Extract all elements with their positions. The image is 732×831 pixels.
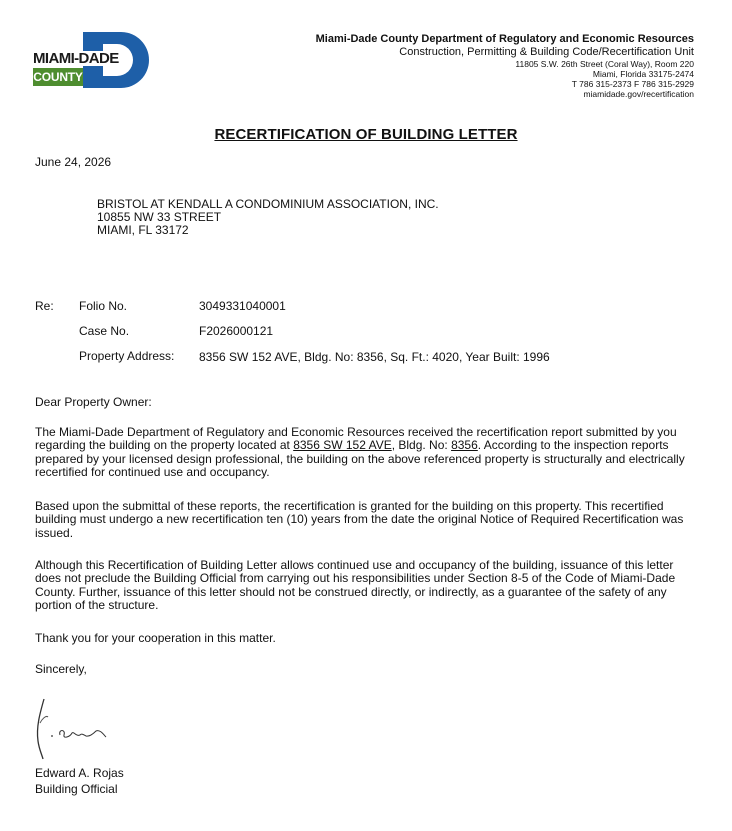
case-value: F2026000121: [199, 324, 274, 338]
miami-dade-logo: [33, 32, 149, 88]
letter-date: June 24, 2026: [35, 155, 112, 169]
folio-value: 3049331040001: [199, 299, 286, 313]
signer-name: Edward A. Rojas: [35, 766, 124, 780]
agency-city: Miami, Florida 33175-2474: [592, 69, 694, 79]
addressee-line-1: BRISTOL AT KENDALL A CONDOMINIUM ASSOCIATION, INC.: [97, 197, 439, 211]
paragraph-1-bldg: 8356: [451, 438, 478, 453]
closing-line: Sincerely,: [35, 662, 87, 676]
re-label: Re:: [35, 299, 54, 313]
agency-name: Miami-Dade County Department of Regulatory and Economic Resources: [315, 33, 694, 45]
agency-unit: Construction, Permitting & Building Code/Recertification Unit: [399, 46, 694, 58]
agency-phone: T 786 315-2373 F 786 315-2929: [571, 79, 694, 89]
property-address-label: Property Address:: [79, 349, 175, 363]
addressee-line-2: 10855 NW 33 STREET: [97, 210, 222, 224]
logo-text-county: COUNTY: [33, 70, 83, 84]
addressee-block: [97, 198, 439, 237]
signature-image: [30, 693, 120, 763]
agency-website: miamidade.gov/recertification: [583, 89, 694, 99]
logo-text-miami-dade: MIAMI-DADE: [33, 50, 119, 67]
paragraph-1: [35, 426, 695, 479]
paragraph-3: Although this Recertification of Building Letter allows continued use and occupancy of the building, issuance of this letter does not preclude the Building Official from carrying out his responsibilities under Section 8-5 of the Code of Miami-Dade County. Further, issuance of this letter should not be construed directly, or indirectly, as a guarantee of the safety of any portion of the structure.: [35, 558, 676, 612]
thank-you-line: Thank you for your cooperation in this matter.: [35, 631, 276, 645]
agency-street: 11805 S.W. 26th Street (Coral Way), Room 220: [515, 59, 694, 69]
folio-label: Folio No.: [79, 299, 128, 313]
signer-title: Building Official: [35, 782, 118, 796]
addressee-line-3: MIAMI, FL 33172: [97, 223, 189, 237]
letter-title: RECERTIFICATION OF BUILDING LETTER: [214, 126, 518, 143]
agency-header: [316, 33, 694, 99]
paragraph-1-address: 8356 SW 152 AVE: [293, 438, 392, 453]
paragraph-1-text-b: , Bldg. No:: [391, 438, 452, 453]
salutation: Dear Property Owner:: [35, 395, 152, 409]
paragraph-1-text-a: The Miami-Dade Department of Regulatory and Economic Resources received the recertification report submitted by you regarding the building on the property located at: [35, 425, 677, 453]
property-address-value: 8356 SW 152 AVE, Bldg. No: 8356, Sq. Ft.: 4020, Year Built: 1996: [199, 350, 550, 364]
case-label: Case No.: [79, 324, 130, 338]
paragraph-1-text-c: . According to the inspection reports prepared by your licensed design professional, the building on the above referenced property is structurally and electrically recertified for continued use and occupancy.: [35, 438, 685, 479]
paragraph-2: Based upon the submittal of these reports, the recertification is granted for the building on this property. This recertified building must undergo a new recertification ten (10) years from the date the original Notice of Required Recertification was issued.: [35, 499, 684, 540]
